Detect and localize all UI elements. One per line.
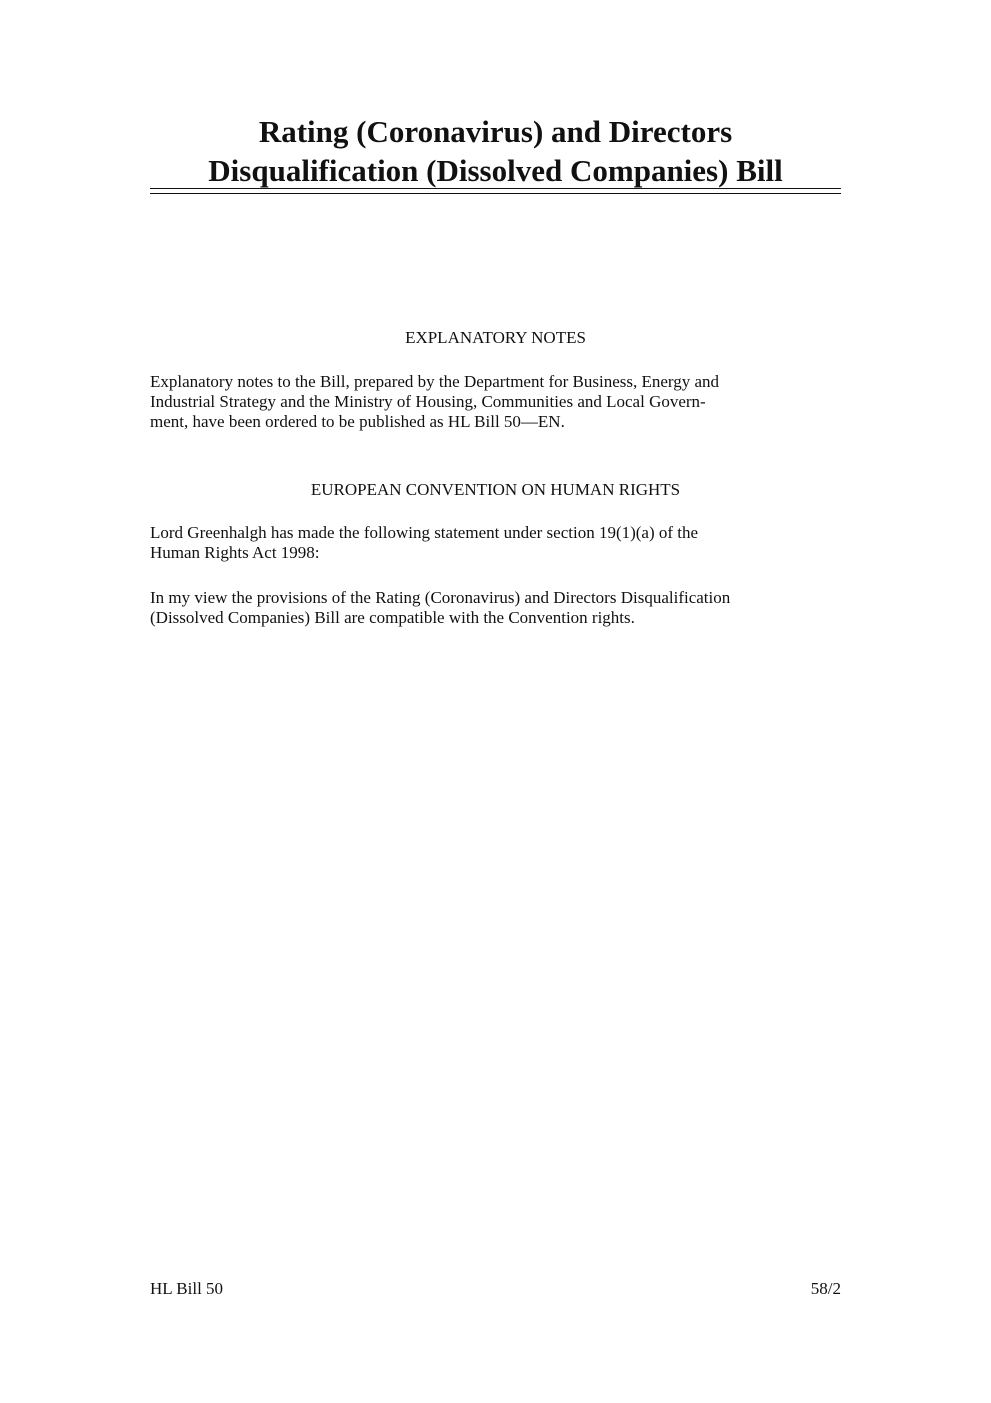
title-rule-thick [150,188,841,189]
echr-statement-intro [150,523,850,563]
echr-intro-line: Human Rights Act 1998: [150,543,320,562]
echr-heading: EUROPEAN CONVENTION ON HUMAN RIGHTS [310,480,681,499]
bill-number: HL Bill 50 [150,1279,224,1298]
echr-statement [150,588,850,628]
explanatory-notes-line: Explanatory notes to the Bill, prepared by the Department for Business, Energy and [150,372,720,391]
bill-title [150,112,841,190]
page-reference: 58/2 [810,1279,841,1298]
echr-statement-line: In my view the provisions of the Rating (Coronavirus) and Directors Disqualification [150,588,731,607]
explanatory-notes-line: ment, have been ordered to be published as HL Bill 50—EN. [150,412,565,431]
explanatory-notes-heading: EXPLANATORY NOTES [405,328,586,347]
explanatory-notes-line: Industrial Strategy and the Ministry of Housing, Communities and Local Govern- [150,392,706,411]
echr-statement-line: (Dissolved Companies) Bill are compatible with the Convention rights. [150,608,635,627]
echr-intro-line: Lord Greenhalgh has made the following statement under section 19(1)(a) of the [150,523,699,542]
title-rule-thin [150,193,841,194]
bill-title-line-2: Disqualification (Dissolved Companies) Bill [208,153,783,188]
bill-title-line-1: Rating (Coronavirus) and Directors [258,114,733,149]
explanatory-notes-paragraph [150,372,850,432]
